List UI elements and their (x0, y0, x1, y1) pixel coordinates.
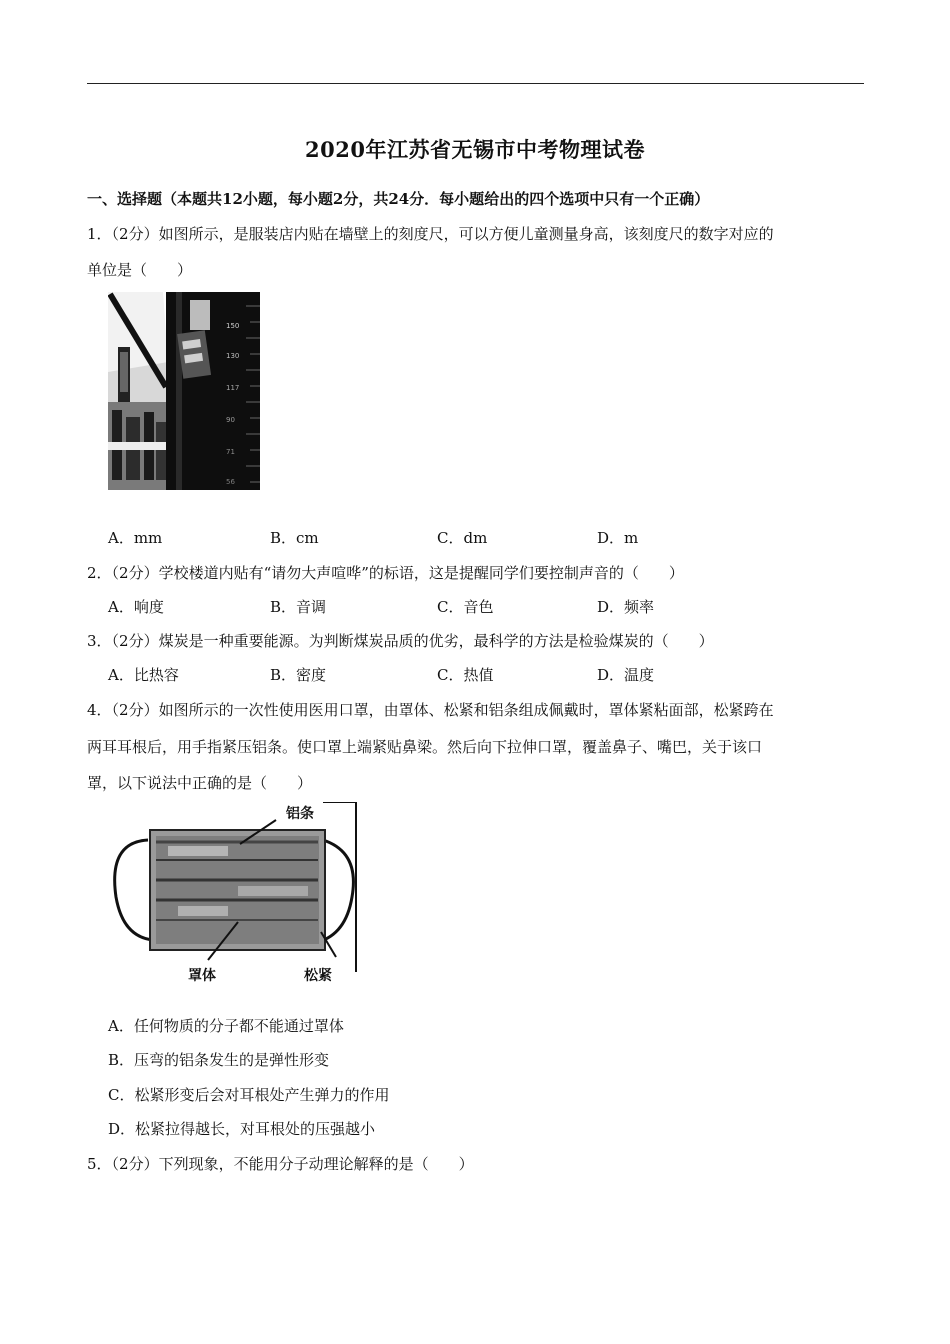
q4-option-d[interactable]: D．松紧拉得越长，对耳根处的压强越小 (108, 1120, 376, 1138)
ruler-tick-117: 117 (226, 384, 240, 392)
q2-option-b[interactable]: B．音调 (270, 598, 327, 616)
q1-option-d[interactable]: D．m (597, 529, 639, 547)
q1-option-c[interactable]: C．dm (437, 529, 488, 547)
q3-option-c[interactable]: C．热值 (437, 666, 494, 684)
q2-option-d[interactable]: D．频率 (597, 598, 655, 616)
q4-text-line3: 罩，以下说法中正确的是（ ） (87, 774, 313, 792)
q1-text-line1: 1．（2分）如图所示，是服装店内贴在墙壁上的刻度尺，可以方便儿童测量身高，该刻度尺的数字对应的 (87, 225, 774, 243)
ruler-tick-71: 71 (226, 448, 235, 456)
mask-label-aluminum-strip: 铝条 (286, 806, 314, 822)
q4-option-c[interactable]: C．松紧形变后会对耳根处产生弹力的作用 (108, 1086, 390, 1104)
q1-text-line2: 单位是（ ） (87, 261, 193, 279)
header-rule (87, 83, 864, 84)
q5-text-line1: 5．（2分）下列现象，不能用分子动理论解释的是（ ） (87, 1155, 474, 1173)
q3-option-a[interactable]: A．比热容 (108, 666, 179, 684)
ruler-tick-56: 56 (226, 478, 235, 486)
ruler-tick-150: 150 (226, 322, 240, 330)
q4-option-b[interactable]: B．压弯的铝条发生的是弹性形变 (108, 1051, 330, 1069)
q1-option-b[interactable]: B．cm (270, 529, 319, 547)
q4-text-line2: 两耳耳根后，用手指紧压铝条。使口罩上端紧贴鼻梁。然后向下拉伸口罩，覆盖鼻子、嘴巴，关于该口 (87, 738, 763, 756)
ruler-tick-130: 130 (226, 352, 240, 360)
q4-option-a[interactable]: A．任何物质的分子都不能通过罩体 (108, 1017, 344, 1035)
q2-text-line1: 2．（2分）学校楼道内贴有“请勿大声喧哗”的标语，这是提醒同学们要控制声音的（ ） (87, 564, 684, 582)
page-title: 2020年江苏省无锡市中考物理试卷 (305, 137, 645, 162)
section-heading: 一、选择题（本题共12小题，每小题2分，共24分．每小题给出的四个选项中只有一个正确） (87, 190, 710, 208)
q3-option-b[interactable]: B．密度 (270, 666, 327, 684)
ruler-photo-figure (108, 292, 260, 490)
q4-text-line1: 4．（2分）如图所示的一次性使用医用口罩，由罩体、松紧和铝条组成佩戴时，罩体紧粘面部，松紧跨在 (87, 701, 774, 719)
ruler-tick-90: 90 (226, 416, 235, 424)
q3-text-line1: 3．（2分）煤炭是一种重要能源。为判断煤炭品质的优劣，最科学的方法是检验煤炭的（ ） (87, 632, 714, 650)
mask-label-mask-body: 罩体 (188, 968, 216, 984)
mask-figure (108, 802, 368, 987)
q1-option-a[interactable]: A．mm (108, 529, 163, 547)
q2-option-a[interactable]: A．响度 (108, 598, 164, 616)
mask-label-elastic: 松紧 (304, 968, 332, 984)
q3-option-d[interactable]: D．温度 (597, 666, 655, 684)
q2-option-c[interactable]: C．音色 (437, 598, 494, 616)
